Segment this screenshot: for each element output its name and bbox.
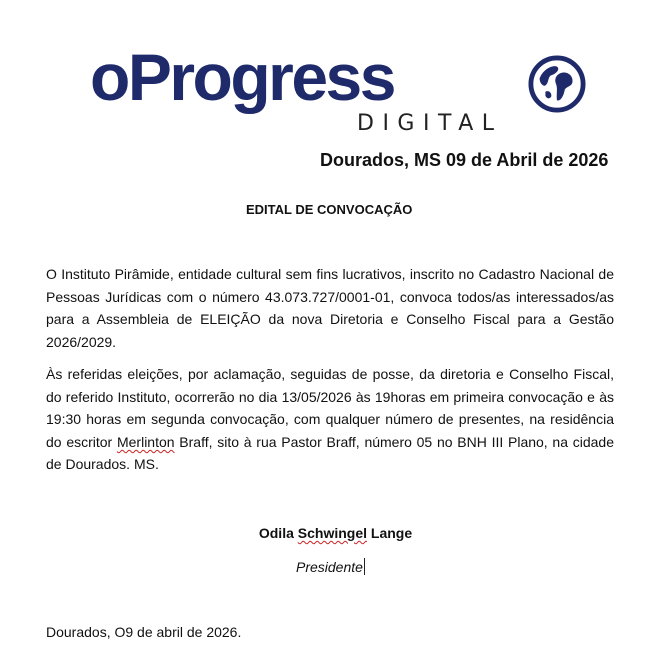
paragraph-intro: O Instituto Pirâmide, entidade cultural sem fins lucrativos, inscrito no Cadastro Nacional de Pessoas Jurídicas com o número 43.073.727/0001-01, convoca todos/as interessados/as para a Assembleia de ELEIÇÃO da nova Diretoria e Conselho Fiscal para a Gestão 2026/2029. <box>46 266 614 350</box>
closing-date: Dourados, O9 de abril de 2026. <box>46 624 242 640</box>
document-title: EDITAL DE CONVOCAÇÃO <box>246 202 413 217</box>
logo-subtitle: DIGITAL <box>357 111 503 136</box>
signatory-role-text: Presidente <box>296 559 363 575</box>
spellcheck-flagged-name[interactable]: Schwingel <box>297 525 367 541</box>
logo-wordmark: oProgress <box>90 40 394 114</box>
signatory-name <box>0 525 671 541</box>
paragraph-details <box>46 363 614 476</box>
globe-icon <box>528 55 586 113</box>
paragraph-details-text-start: Às referidas eleições, por aclamação, seguidas de posse, da diretoria e Conselho Fiscal, do referido Instituto, ocorrerão no dia 13/05/2026 às 19horas em primeira convocação e às 19:30 horas em segunda convocação, com qualquer número de presentes, na residência do escritor <box>46 366 614 450</box>
dateline: Dourados, MS 09 de Abril de 2026 <box>320 150 609 170</box>
spellcheck-flagged-word[interactable]: Merlinton <box>116 433 175 450</box>
masthead <box>0 0 671 150</box>
signatory-last-name: Lange <box>370 525 413 541</box>
paragraph-details-text-end: Braff, sito à rua Pastor Braff, número 05 no BNH III Plano, na cidade de Dourados. MS. <box>46 433 615 473</box>
signatory-first-name: Odila <box>258 525 294 541</box>
signatory-role[interactable] <box>296 558 365 575</box>
text-cursor <box>364 558 365 575</box>
